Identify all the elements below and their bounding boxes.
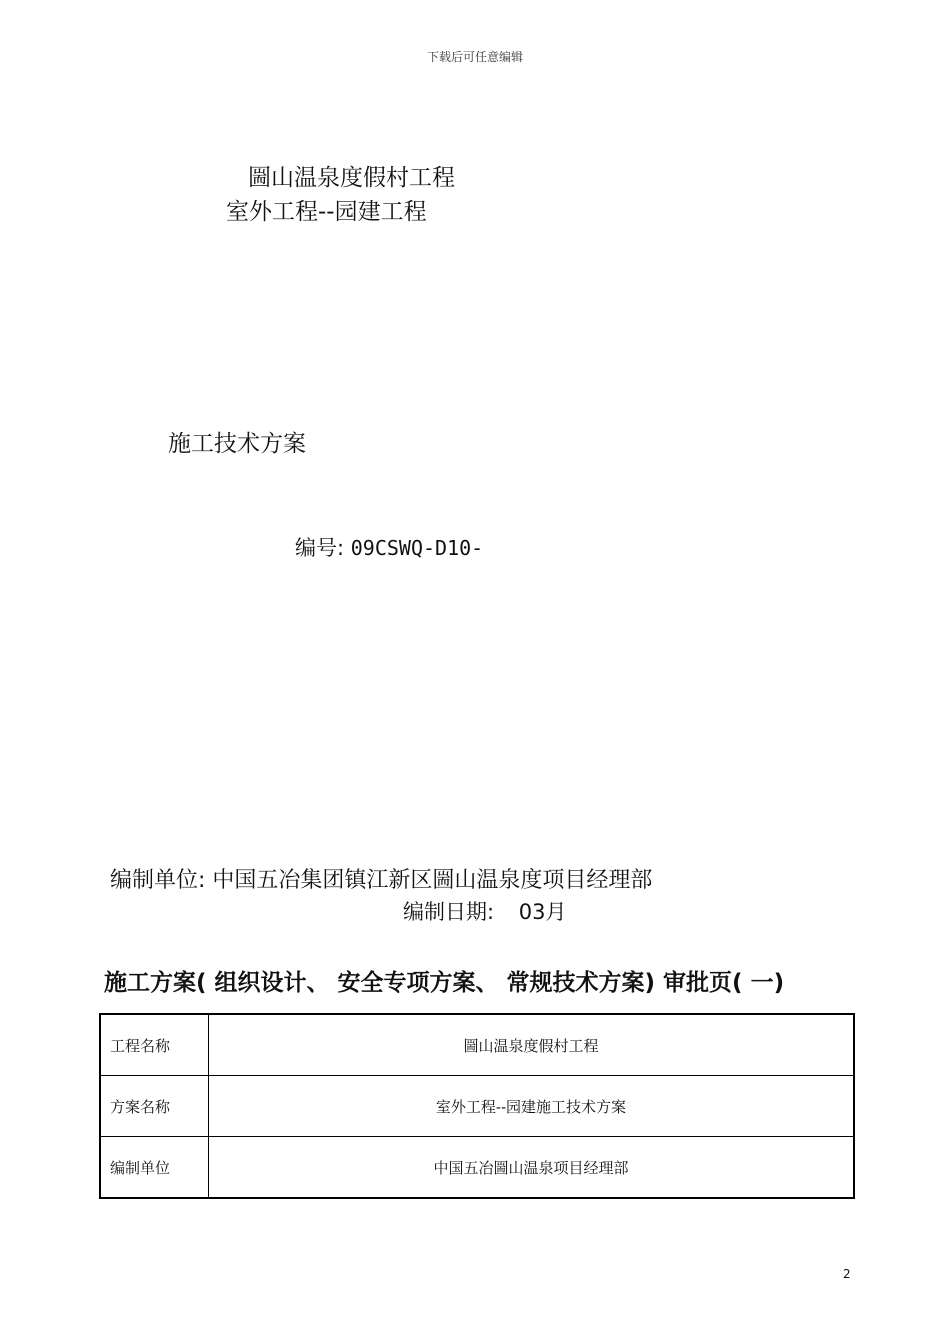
project-subtitle: 室外工程--园建工程	[226, 199, 427, 225]
document-title: 施工技术方案	[168, 431, 306, 457]
row-value-plan-name: 室外工程--园建施工技术方案	[209, 1076, 855, 1137]
row-value-project-name: 圌山温泉度假村工程	[209, 1014, 855, 1076]
row-label-project-name: 工程名称	[100, 1014, 209, 1076]
approval-heading: 施工方案( 组织设计、 安全专项方案、 常规技术方案) 审批页( 一)	[104, 970, 785, 996]
approval-table	[99, 1013, 855, 1199]
row-label-compiled-unit: 编制单位	[100, 1137, 209, 1199]
compiled-date-label: 编制日期:	[403, 900, 495, 924]
row-label-plan-name: 方案名称	[100, 1076, 209, 1137]
compiled-by-value: 中国五冶集团镇江新区圌山温泉度项目经理部	[212, 868, 653, 893]
compiled-date	[403, 896, 567, 926]
document-number	[295, 532, 483, 562]
project-name: 圌山温泉度假村工程	[248, 165, 455, 191]
page-number: 2	[843, 1267, 851, 1281]
document-number-value: 09CSWQ-D10-	[350, 536, 484, 560]
compiled-by-label: 编制单位:	[110, 868, 206, 893]
table-row	[100, 1076, 854, 1137]
table-row	[100, 1014, 854, 1076]
header-note: 下载后可任意编辑	[426, 50, 523, 64]
table-row	[100, 1137, 854, 1199]
compiled-by	[110, 863, 652, 894]
row-value-compiled-unit: 中国五冶圌山温泉项目经理部	[209, 1137, 855, 1199]
document-number-label: 编号:	[295, 536, 345, 560]
compiled-date-value: 03月	[518, 900, 567, 924]
